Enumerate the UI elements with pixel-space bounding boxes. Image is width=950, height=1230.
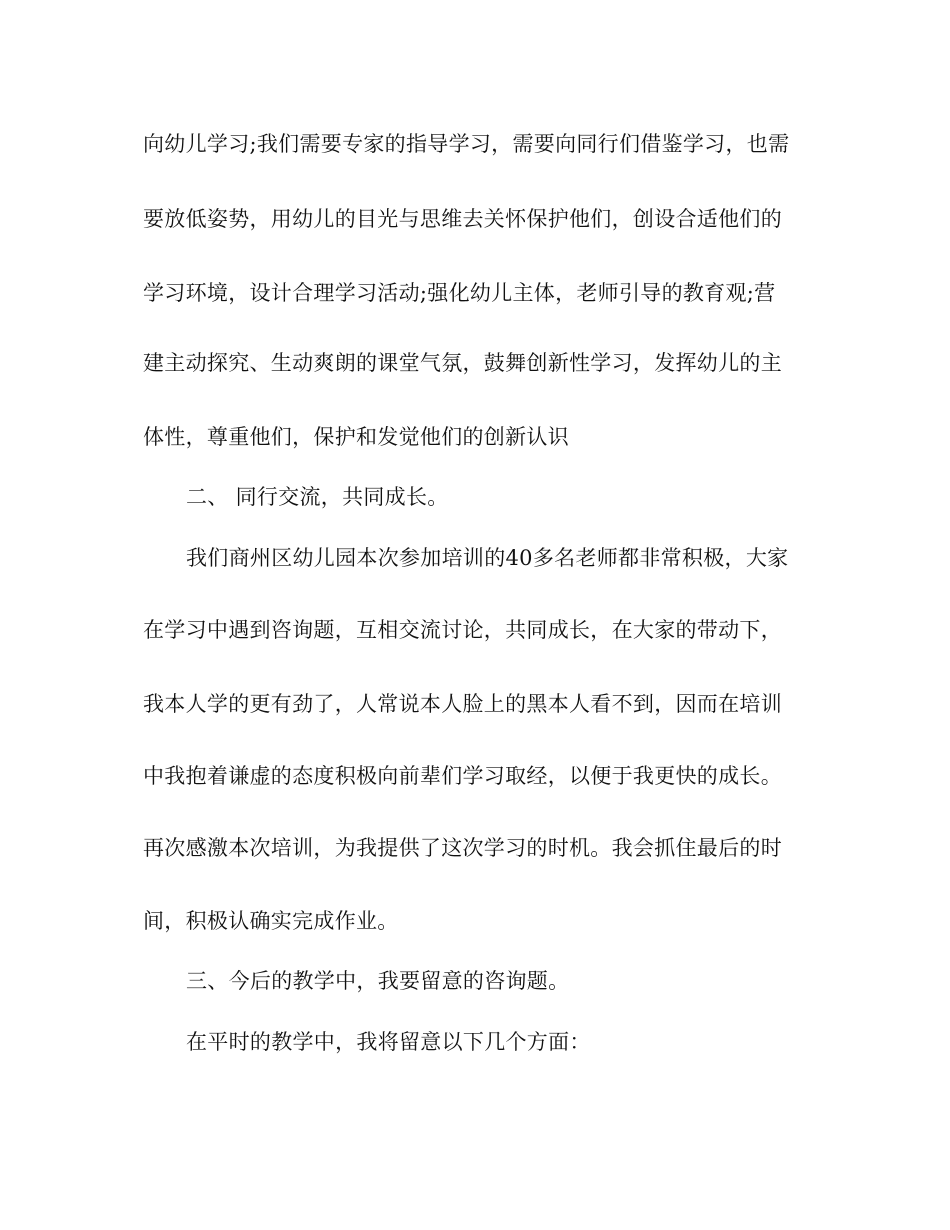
- paragraph-line: 要放低姿势，用幼儿的目光与思维去关怀保护他们，创设合适他们的: [143, 207, 782, 231]
- paragraph-line: 间，积极认确实完成作业。: [143, 909, 399, 933]
- paragraph-line: 我们商州区幼儿园本次参加培训的40多名老师都非常积极，大家: [186, 546, 789, 570]
- paragraph-line: 向幼儿学习;我们需要专家的指导学习，需要向同行们借鉴学习，也需: [143, 132, 790, 156]
- section-heading-2: 二、 同行交流，共同成长。: [186, 485, 449, 509]
- paragraph-line: 建主动探究、生动爽朗的课堂气氛，鼓舞创新性学习，发挥幼儿的主: [143, 351, 782, 375]
- paragraph-line: 中我抱着谦虚的态度积极向前辈们学习取经，以便于我更快的成长。: [143, 764, 782, 788]
- paragraph-line: 再次感激本次培训，为我提供了这次学习的时机。我会抓住最后的时: [143, 836, 782, 860]
- paragraph-line: 在学习中遇到咨询题，互相交流讨论，共同成长，在大家的带动下，: [143, 618, 782, 642]
- paragraph-line: 在平时的教学中，我将留意以下几个方面：: [186, 1030, 591, 1054]
- paragraph-line: 体性，尊重他们，保护和发觉他们的创新认识: [143, 425, 569, 449]
- paragraph-line: 学习环境，设计合理学习活动;强化幼儿主体，老师引导的教育观;营: [143, 281, 776, 305]
- paragraph-line: 我本人学的更有劲了，人常说本人脸上的黑本人看不到，因而在培训: [143, 692, 782, 716]
- section-heading-3: 三、今后的教学中，我要留意的咨询题。: [186, 969, 570, 993]
